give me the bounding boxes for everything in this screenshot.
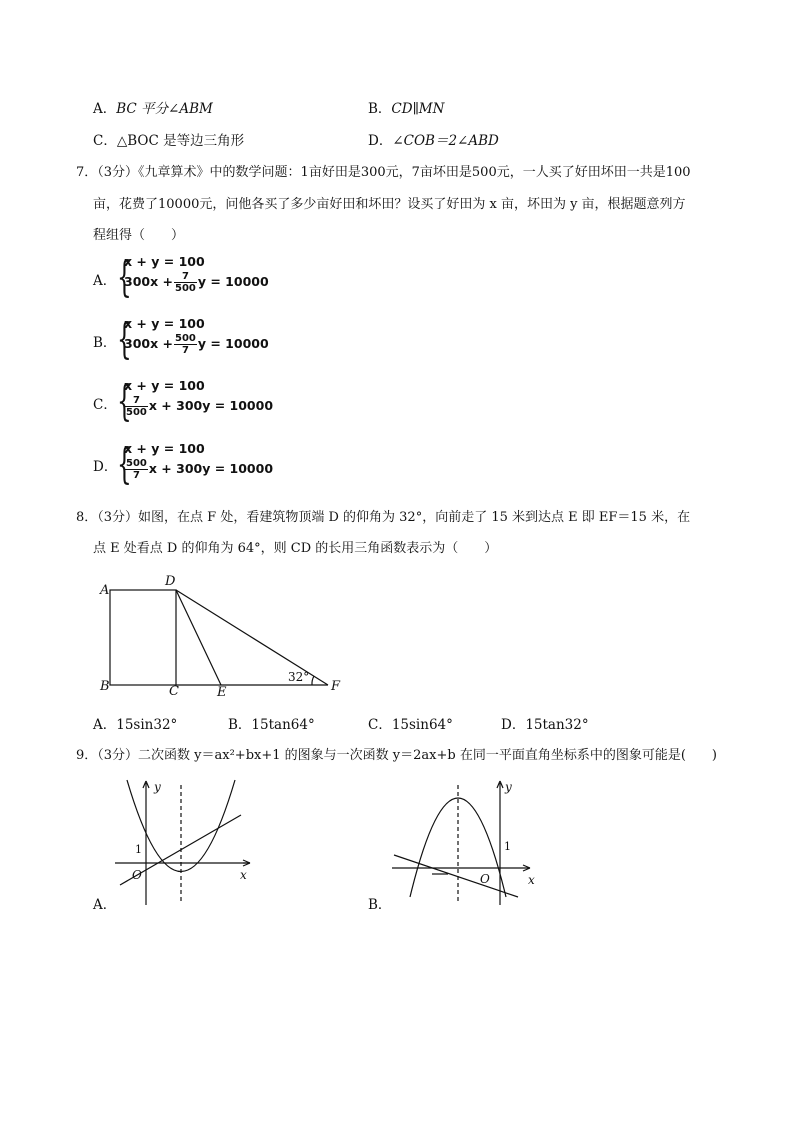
- q6-option-c-text: △BOC 是等边三角形: [116, 133, 245, 149]
- q7-option-c-system: [117, 378, 287, 424]
- q7-a-frac-num: 7: [174, 271, 197, 283]
- parabola: [410, 798, 506, 897]
- q7-line-1: 7．（3分）《九章算术》中的数学问题：1亩好田是300元，7亩坏田是500元，一人买了好田坏田一共是100: [76, 165, 691, 180]
- q9-option-a-label: A．: [93, 897, 117, 913]
- angle-label: 32°: [288, 670, 310, 684]
- q6-option-b-text: CD∥MN: [391, 101, 445, 117]
- q7-d-fraction: [125, 458, 148, 481]
- q6-option-a-label: A．: [93, 101, 117, 117]
- q7-a-fraction: [174, 271, 197, 294]
- q7-c-frac-den: 500: [126, 407, 147, 418]
- q7-b-eq2: [124, 333, 269, 356]
- q8-option-a: A．15sin32°: [93, 717, 178, 733]
- graph-b-x-label: x: [528, 873, 535, 887]
- q7-b-frac-den: 7: [181, 345, 189, 356]
- building-rect: [110, 590, 176, 685]
- q7-option-a-label: A．: [93, 273, 117, 289]
- angle-arc: [312, 676, 314, 685]
- q7-line-3: 程组得（ ）: [93, 228, 185, 243]
- q6-option-d: [368, 135, 499, 149]
- brace-icon: {: [117, 314, 132, 363]
- q9-graph-a: [115, 775, 260, 910]
- q7-c-eq1: x + y = 100: [124, 378, 205, 393]
- q9-line: 9．（3分）二次函数 y＝ax²+bx+1 的图象与一次函数 y＝2ax+b 在同一平面直角坐标系中的图象可能是( ): [76, 748, 717, 763]
- q7-a-rest: y = 10000: [197, 274, 269, 289]
- brace-icon: {: [117, 376, 132, 425]
- q7-option-d-label: D．: [93, 459, 118, 475]
- q6-option-c: [93, 135, 244, 149]
- label-b: B: [100, 679, 110, 694]
- label-e: E: [217, 685, 227, 700]
- label-a: A: [100, 583, 110, 598]
- graph-b-one: 1: [504, 840, 511, 853]
- q7-option-c-label: C．: [93, 397, 117, 413]
- graph-b-origin: O: [480, 872, 490, 886]
- q8-option-b: B．15tan64°: [228, 717, 315, 733]
- graph-a-y-label: y: [154, 780, 161, 794]
- q6-option-a: [93, 103, 213, 117]
- q7-a-frac-den: 500: [174, 283, 196, 294]
- q7-option-a-system: [117, 254, 287, 300]
- q7-d-eq2: [124, 458, 273, 481]
- q7-d-rest: x + 300y = 10000: [148, 461, 274, 476]
- q7-d-frac-den: 7: [132, 470, 140, 481]
- q7-a-eq2: [124, 271, 269, 294]
- q6-option-d-label: D．: [368, 133, 393, 149]
- q8-option-d: D．15tan32°: [501, 717, 589, 733]
- label-c: C: [169, 684, 179, 699]
- label-f: F: [331, 679, 341, 694]
- q6-option-b-label: B．: [368, 101, 392, 117]
- q7-c-eq2: [124, 395, 273, 418]
- graph-a-x-label: x: [240, 868, 247, 882]
- q7-d-frac-num: 500: [126, 458, 147, 469]
- q9-option-b-label: B．: [368, 897, 392, 913]
- graph-a-one: 1: [135, 843, 142, 856]
- label-d: D: [165, 574, 176, 589]
- q7-a-eq1: x + y = 100: [124, 254, 205, 269]
- q7-c-fraction: [125, 395, 148, 418]
- q6-option-d-text: ∠COB＝2∠ABD: [392, 133, 499, 149]
- q8-figure: [90, 570, 350, 700]
- linear-line: [394, 855, 518, 897]
- q6-option-a-text: BC 平分∠ABM: [116, 101, 213, 117]
- graph-a-origin: O: [132, 868, 142, 882]
- q7-b-fraction: [174, 333, 197, 356]
- q7-c-frac-num: 7: [125, 395, 148, 407]
- q6-option-c-label: C．: [93, 133, 117, 149]
- q8-line-2: 点 E 处看点 D 的仰角为 64°，则 CD 的长用三角函数表示为（ ）: [93, 541, 498, 556]
- q7-option-d-system: [117, 441, 287, 487]
- q7-b-eq1: x + y = 100: [124, 316, 205, 331]
- q7-a-coef: 300x +: [124, 274, 173, 289]
- q9-graph-b: [390, 775, 550, 910]
- q7-option-b-system: [117, 316, 287, 362]
- graph-b-y-label: y: [505, 780, 512, 794]
- brace-icon: {: [117, 439, 132, 488]
- brace-icon: {: [117, 252, 132, 301]
- q8-line-1: 8．（3分）如图，在点 F 处，看建筑物顶端 D 的仰角为 32°，向前走了 15 米到达点 E 即 EF＝15 米，在: [76, 510, 691, 525]
- q7-b-coef: 300x +: [124, 336, 173, 351]
- q7-d-eq1: x + y = 100: [124, 441, 205, 456]
- q7-b-rest: y = 10000: [197, 336, 269, 351]
- q7-c-rest: x + 300y = 10000: [148, 398, 274, 413]
- q7-option-b-label: B．: [93, 335, 117, 351]
- q7-line-2: 亩，花费了10000元，问他各买了多少亩好田和坏田？设买了好田为 x 亩，坏田为 y 亩，根据题意列方: [93, 197, 686, 212]
- q8-option-c: C．15sin64°: [368, 717, 453, 733]
- q7-b-frac-num: 500: [174, 333, 196, 344]
- q6-option-b: [368, 103, 444, 117]
